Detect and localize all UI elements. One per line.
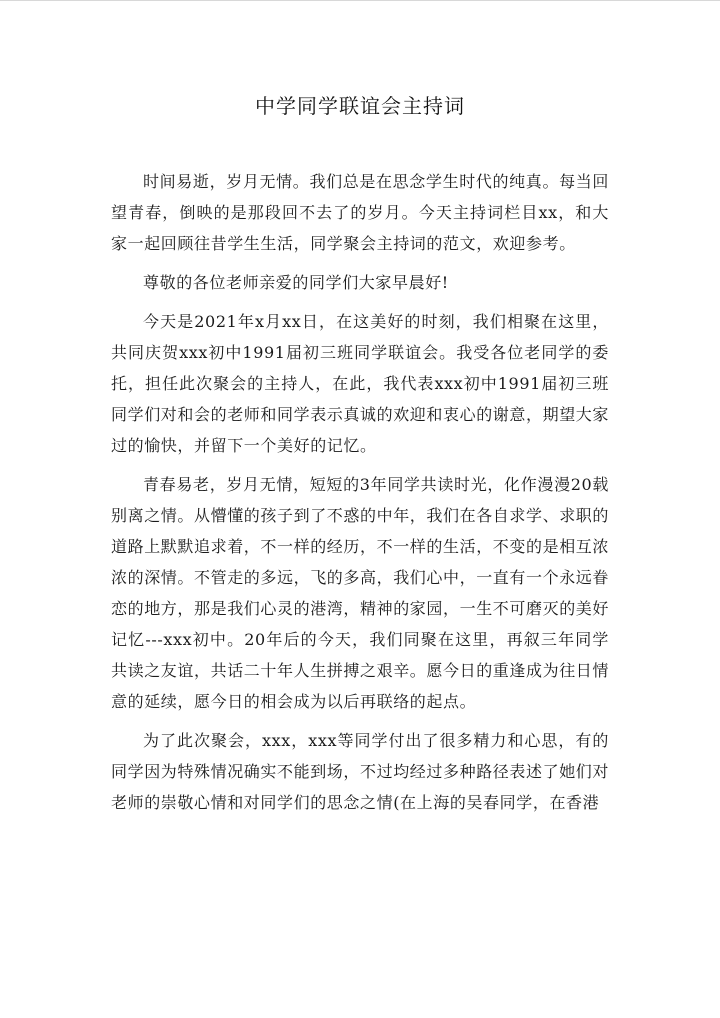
paragraph-memories: 青春易老，岁月无情，短短的3年同学共读时光，化作漫漫20载别离之情。从懵懂的孩子到了不惑的中年，我们在各自求学、求职的道路上默默追求着，不一样的经历，不一样的生活，不变的是相互浓浓的深情。不管走的多远，飞的多高，我们心中，一直有一个永远眷恋的地方，那是我们心灵的港湾，精神的家园，一生不可磨灭的美好记忆---xxx初中。20年后的今天，我们同聚在这里，再叙三年同学共读之友谊，共话二十年人生拼搏之艰辛。愿今日的重逢成为往日情意的延续，愿今日的相会成为以后再联络的起点。 [111,475,610,711]
document-body [111,166,609,826]
paragraph-greeting: 尊敬的各位老师亲爱的同学们大家早晨好! [143,273,449,292]
document-title: 中学同学联谊会主持词 [255,94,465,118]
paragraph-opening: 今天是2021年x月xx日，在这美好的时刻，我们相聚在这里，共同庆贺xxx初中1991届初三班同学联谊会。我受各位老同学的委托，担任此次聚会的主持人，在此，我代表xxx初中1991届初三班同学们对和会的老师和同学表示真诚的欢迎和衷心的谢意，期望大家过的愉快，并留下一个美好的记忆。 [111,312,610,455]
paragraph-thanks: 为了此次聚会，xxx，xxx等同学付出了很多精力和心思，有的同学因为特殊情况确实不能到场，不过均经过多种路径表述了她们对老师的崇敬心情和对同学们的思念之情(在上海的吴春同学，在香港 [111,731,610,812]
paragraph-intro: 时间易逝，岁月无情。我们总是在思念学生时代的纯真。每当回望青春，倒映的是那段回不去了的岁月。今天主持词栏目xx，和大家一起回顾往昔学生生活，同学聚会主持词的范文，欢迎参考。 [111,172,609,253]
